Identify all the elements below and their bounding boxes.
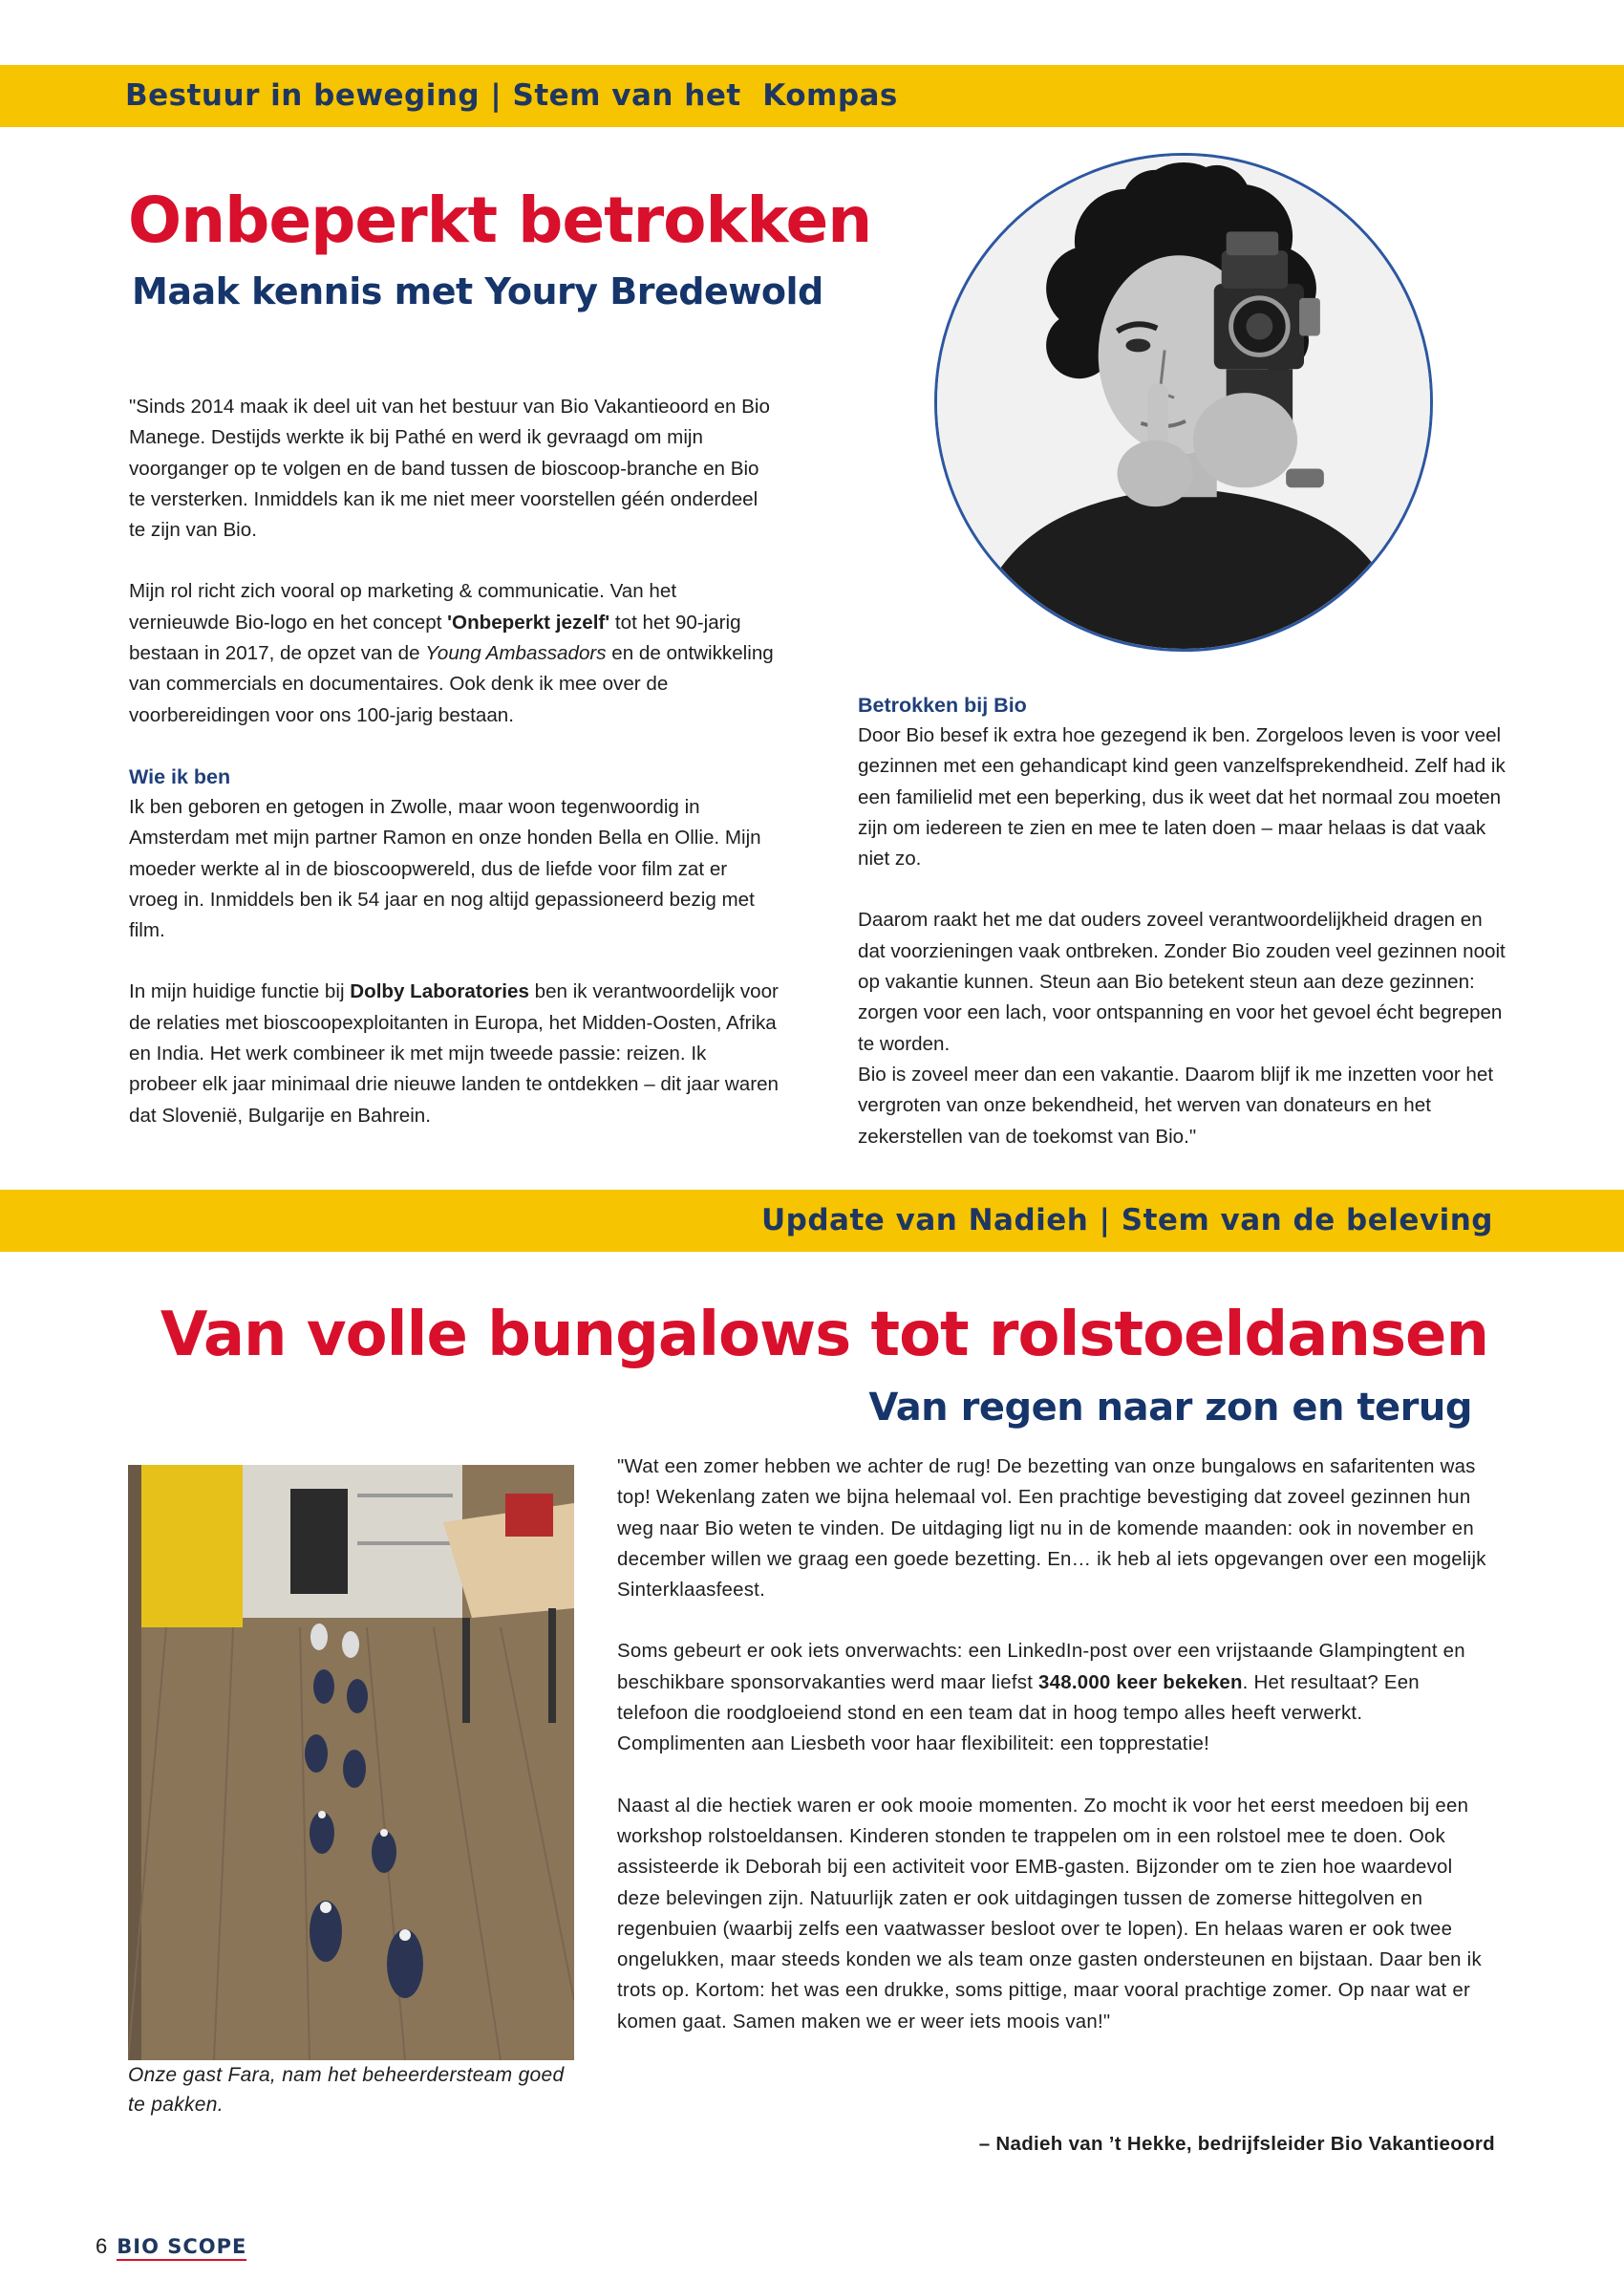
paragraph: Ik ben geboren en getogen in Zwolle, maar woon tegenwoordig in Amsterdam met mijn partner Ramon en onze honden Bella en Ollie. Mijn moeder werkte al in de bioscoopwereld, dus de liefde voor film zat er vroeg in. Inmiddels ben ik 54 jaar en nog altijd gepassioneerd bezig met film. bbox=[129, 795, 761, 942]
article-subtitle: Van regen naar zon en terug bbox=[868, 1386, 1472, 1430]
article-title: Van volle bungalows tot rolstoeldansen bbox=[160, 1300, 1488, 1370]
paragraph: Door Bio besef ik extra hoe gezegend ik ben. Zorgeloos leven is voor veel gezinnen met een gehandicapt kind geen vanzelfsprekendheid. Zelf had ik een familielid met een beperking, dus ik weet dat het normaal zou moeten zijn om iedereen te zien en mee te laten doen – maar helaas is dat vaak niet zo. bbox=[858, 724, 1506, 871]
portrait-photo bbox=[934, 153, 1433, 652]
paragraph: Daarom raakt het me dat ouders zoveel verantwoordelijkheid dragen en dat voorzieningen vaak ontbreken. Zonder Bio zouden veel gezinnen nooit op vakantie kunnen. Steun aan Bio betekent steun aan deze gezinnen: zorgen voor een lach, voor ontspanning en voor het gevoel écht begrepen te worden. bbox=[858, 909, 1506, 1055]
section-heading: Betrokken bij Bio bbox=[858, 694, 1027, 717]
portrait-illustration bbox=[937, 156, 1430, 649]
paragraph: Bio is zoveel meer dan een vakantie. Daarom blijf ik me inzetten voor het vergroten van onze bekendheid, het werven van donateurs en het zekerstellen van de toekomst van Bio." bbox=[858, 1063, 1494, 1148]
paragraph: Naast al die hectiek waren er ook mooie momenten. Zo mocht ik voor het eerst meedoen bij een workshop rolstoeldansen. Kinderen stonden te trappelen om in een rolstoel mee te doen. Ook assisteerde ik Deborah bij een activiteit voor EMB-gasten. Bijzonder om te zien hoe waardevol deze belevingen zijn. Natuurlijk zaten er ook uitdagingen tussen de zomerse hittegolven en regenbuien (waarbij zelfs een vaatwasser besloot over te lopen). En helaas waren er ook twee ongelukken, maar steeds konden we als team onze gasten ondersteunen en bijstaan. Daar ben ik trots op. Kortom: het was een drukke, soms pittige, maar vooral prachtige zomer. Op naar wat er komen gaat. Samen maken we er weer iets moois van!" bbox=[617, 1795, 1482, 2033]
page-footer bbox=[96, 2232, 246, 2261]
floor-shoes-illustration bbox=[128, 1465, 574, 2060]
article-subtitle: Maak kennis met Youry Bredewold bbox=[132, 270, 823, 312]
left-text-column bbox=[129, 392, 779, 1162]
floor-shoes-photo bbox=[128, 1465, 574, 2060]
article-text-column bbox=[617, 1452, 1496, 2068]
page-number: 6 bbox=[96, 2234, 108, 2258]
right-text-column bbox=[858, 690, 1507, 1152]
paragraph: Mijn rol richt zich vooral op marketing & communicatie. Van het vernieuwde Bio-logo en het concept 'Onbeperkt jezelf' tot het 90-jarig bestaan in 2017, de opzet van de Young Ambassadors en de ontwikkeling van commercials en documentaires. Ook denk ik mee over de voorbereidingen voor ons 100-jarig bestaan. bbox=[129, 580, 774, 726]
bioscope-logo: BIO SCOPE bbox=[117, 2235, 247, 2258]
paragraph: In mijn huidige functie bij Dolby Laboratories ben ik verantwoordelijk voor de relaties met bioscoopexploitanten in Europa, het Midden-Oosten, Afrika en India. Het werk combineer ik met mijn tweede passie: reizen. Ik probeer elk jaar minimaal drie nieuwe landen te ontdekken – dit jaar waren dat Slovenië, Bulgarije en Bahrein. bbox=[129, 980, 779, 1127]
paragraph: Soms gebeurt er ook iets onverwachts: een LinkedIn-post over een vrijstaande Glampingtent en beschikbare sponsorvakanties werd maar liefst 348.000 keer bekeken. Het resultaat? Een telefoon die roodgloeiend stond en een team dat in hoog tempo alles heeft verwerkt. Complimenten aan Liesbeth voor haar flexibiliteit: een topprestatie! bbox=[617, 1641, 1465, 1755]
section-band-bestuur bbox=[0, 65, 1624, 127]
paragraph: "Sinds 2014 maak ik deel uit van het bestuur van Bio Vakantieoord en Bio Manege. Destijds werkte ik bij Pathé en werd ik gevraagd om mijn voorganger op te volgen en de band tussen de bioscoop-branche en Bio te versterken. Inmiddels kan ik me niet meer voorstellen géén onderdeel te zijn van Bio. bbox=[129, 396, 770, 542]
section-band-label: Update van Nadieh | Stem van de beleving bbox=[761, 1203, 1493, 1237]
author-signature: – Nadieh van ’t Hekke, bedrijfsleider Bio Vakantieoord bbox=[978, 2133, 1495, 2155]
section-band-label: Bestuur in beweging | Stem van het Kompas bbox=[125, 78, 898, 113]
photo-caption: Onze gast Fara, nam het beheerdersteam goed te pakken. bbox=[128, 2064, 565, 2116]
section-heading: Wie ik ben bbox=[129, 764, 231, 788]
section-band-beleving bbox=[0, 1190, 1624, 1252]
article-title: Onbeperkt betrokken bbox=[128, 183, 872, 257]
paragraph: "Wat een zomer hebben we achter de rug! De bezetting van onze bungalows en safaritenten was top! Wekenlang zaten we bijna helemaal vol. Een prachtige bevestiging dat zoveel gezinnen hun weg naar Bio weten te vinden. De uitdaging ligt nu in de komende maanden: ook in november en december willen we graag een goede bezetting. En… ik heb al iets opgevangen over een mogelijk Sinterklaasfeest. bbox=[617, 1456, 1486, 1602]
